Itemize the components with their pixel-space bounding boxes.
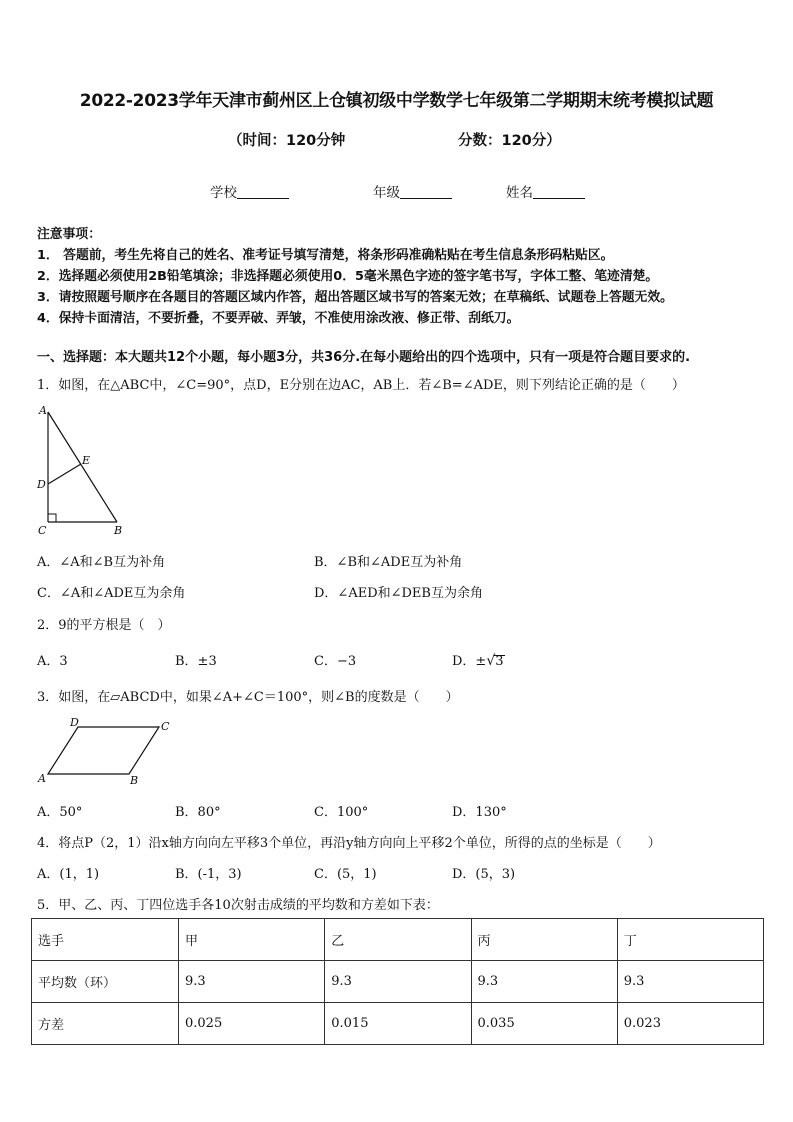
table-header-cell: 选手	[32, 919, 179, 961]
side-ab	[48, 412, 117, 522]
note-item: 4．保持卡面清洁，不要折叠，不要弄破、弄皱，不准使用涂改液、修正带、刮纸刀。	[37, 311, 520, 326]
question-1-stem: 1．如图，在△ABC中，∠C=90°，点D，E分别在边AC，AB上．若∠B=∠ADE，则下列结论正确的是（ ）	[37, 378, 685, 393]
note-item: 1． 答题前，考生先将自己的姓名、准考证号填写清楚，将条形码准确粘贴在考生信息条形码粘贴区。	[37, 248, 614, 263]
label-b: B	[114, 524, 123, 537]
label-a: A	[39, 404, 47, 417]
q3-option-c: C．100°	[314, 805, 369, 820]
name-blank	[533, 185, 585, 199]
table-cell: 9.3	[179, 961, 325, 1003]
table-row	[32, 961, 764, 1003]
q2-option-d-prefix: D．±	[452, 654, 487, 669]
exam-score: 分数：120分）	[458, 133, 561, 149]
q2-option-a: A．3	[37, 654, 68, 669]
page-title: 2022-2023学年天津市蓟州区上仓镇初级中学数学七年级第二学期期末统考模拟试题	[79, 91, 714, 111]
label-d: D	[70, 716, 79, 729]
q4-option-c: C．(5，1)	[314, 867, 377, 882]
q2-option-b: B．±3	[175, 654, 217, 669]
segment-de	[48, 464, 81, 484]
grade-label: 年级	[373, 185, 400, 201]
q2-option-d	[452, 650, 505, 669]
name-field	[506, 181, 585, 201]
parallelogram-abcd	[48, 727, 159, 774]
grade-field	[373, 181, 452, 201]
table-header-cell: 甲	[179, 919, 325, 961]
q1-option-d: D．∠AED和∠DEB互为余角	[314, 586, 483, 601]
table-cell: 0.025	[179, 1003, 325, 1045]
name-label: 姓名	[506, 185, 533, 201]
q3-option-b: B．80°	[175, 805, 221, 820]
school-label: 学校	[210, 185, 237, 201]
table-row	[32, 1003, 764, 1045]
note-item: 3．请按照题号顺序在各题目的答题区域内作答，超出答题区域书写的答案无效；在草稿纸、试题卷上答题无效。	[37, 290, 673, 305]
scores-table	[31, 918, 764, 1045]
q2-option-d-radicand: 3	[495, 654, 504, 669]
label-a: A	[38, 772, 46, 785]
grade-blank	[400, 185, 452, 199]
q2-option-c: C．−3	[314, 654, 357, 669]
exam-time: （时间：120分钟	[228, 133, 346, 149]
q4-option-d: D．(5，3)	[452, 867, 516, 882]
q3-option-a: A．50°	[37, 805, 83, 820]
q3-parallelogram-figure	[34, 714, 179, 788]
table-header-cell: 丁	[617, 919, 763, 961]
table-cell: 平均数（环）	[32, 961, 179, 1003]
q4-option-a: A．(1，1)	[37, 867, 100, 882]
section-heading: 一、选择题：本大题共12个小题，每小题3分，共36分.在每小题给出的四个选项中，只有一项是符合题目要求的.	[37, 350, 691, 365]
q4-option-b: B．(-1，3)	[175, 867, 242, 882]
table-cell: 0.035	[471, 1003, 617, 1045]
question-3-stem: 3．如图，在▱ABCD中，如果∠A+∠C＝100°，则∠B的度数是（ ）	[37, 690, 459, 705]
q1-option-b: B．∠B和∠ADE互为补角	[314, 555, 463, 570]
school-blank	[237, 185, 289, 199]
table-cell: 0.023	[617, 1003, 763, 1045]
question-4-stem: 4．将点P（2，1）沿x轴方向向左平移3个单位，再沿y轴方向向上平移2个单位，所得的点的坐标是（ ）	[37, 836, 661, 851]
notes-heading: 注意事项：	[37, 227, 101, 242]
table-header-cell: 乙	[325, 919, 471, 961]
q1-option-c: C．∠A和∠ADE互为余角	[37, 586, 186, 601]
label-e: E	[82, 454, 91, 467]
table-cell: 9.3	[471, 961, 617, 1003]
table-cell: 0.015	[325, 1003, 471, 1045]
right-angle-mark	[48, 514, 56, 522]
question-2-stem: 2．9的平方根是（ ）	[37, 618, 171, 633]
note-item: 2．选择题必须使用2B铅笔填涂；非选择题必须使用0．5毫米黑色字迹的签字笔书写，字体工整、笔迹清楚。	[37, 269, 659, 284]
q3-option-d: D．130°	[452, 805, 507, 820]
label-b: B	[130, 774, 139, 787]
table-cell: 9.3	[617, 961, 763, 1003]
q1-triangle-figure	[34, 402, 130, 540]
school-field	[210, 181, 289, 201]
table-header-row	[32, 919, 764, 961]
sqrt-icon: √	[486, 653, 496, 669]
table-header-cell: 丙	[471, 919, 617, 961]
label-c: C	[161, 720, 170, 733]
question-5-stem: 5．甲、乙、丙、丁四位选手各10次射击成绩的平均数和方差如下表：	[37, 898, 439, 913]
label-d: D	[37, 478, 46, 491]
label-c: C	[38, 524, 47, 537]
q1-option-a: A．∠A和∠B互为补角	[37, 555, 166, 570]
table-cell: 9.3	[325, 961, 471, 1003]
table-cell: 方差	[32, 1003, 179, 1045]
